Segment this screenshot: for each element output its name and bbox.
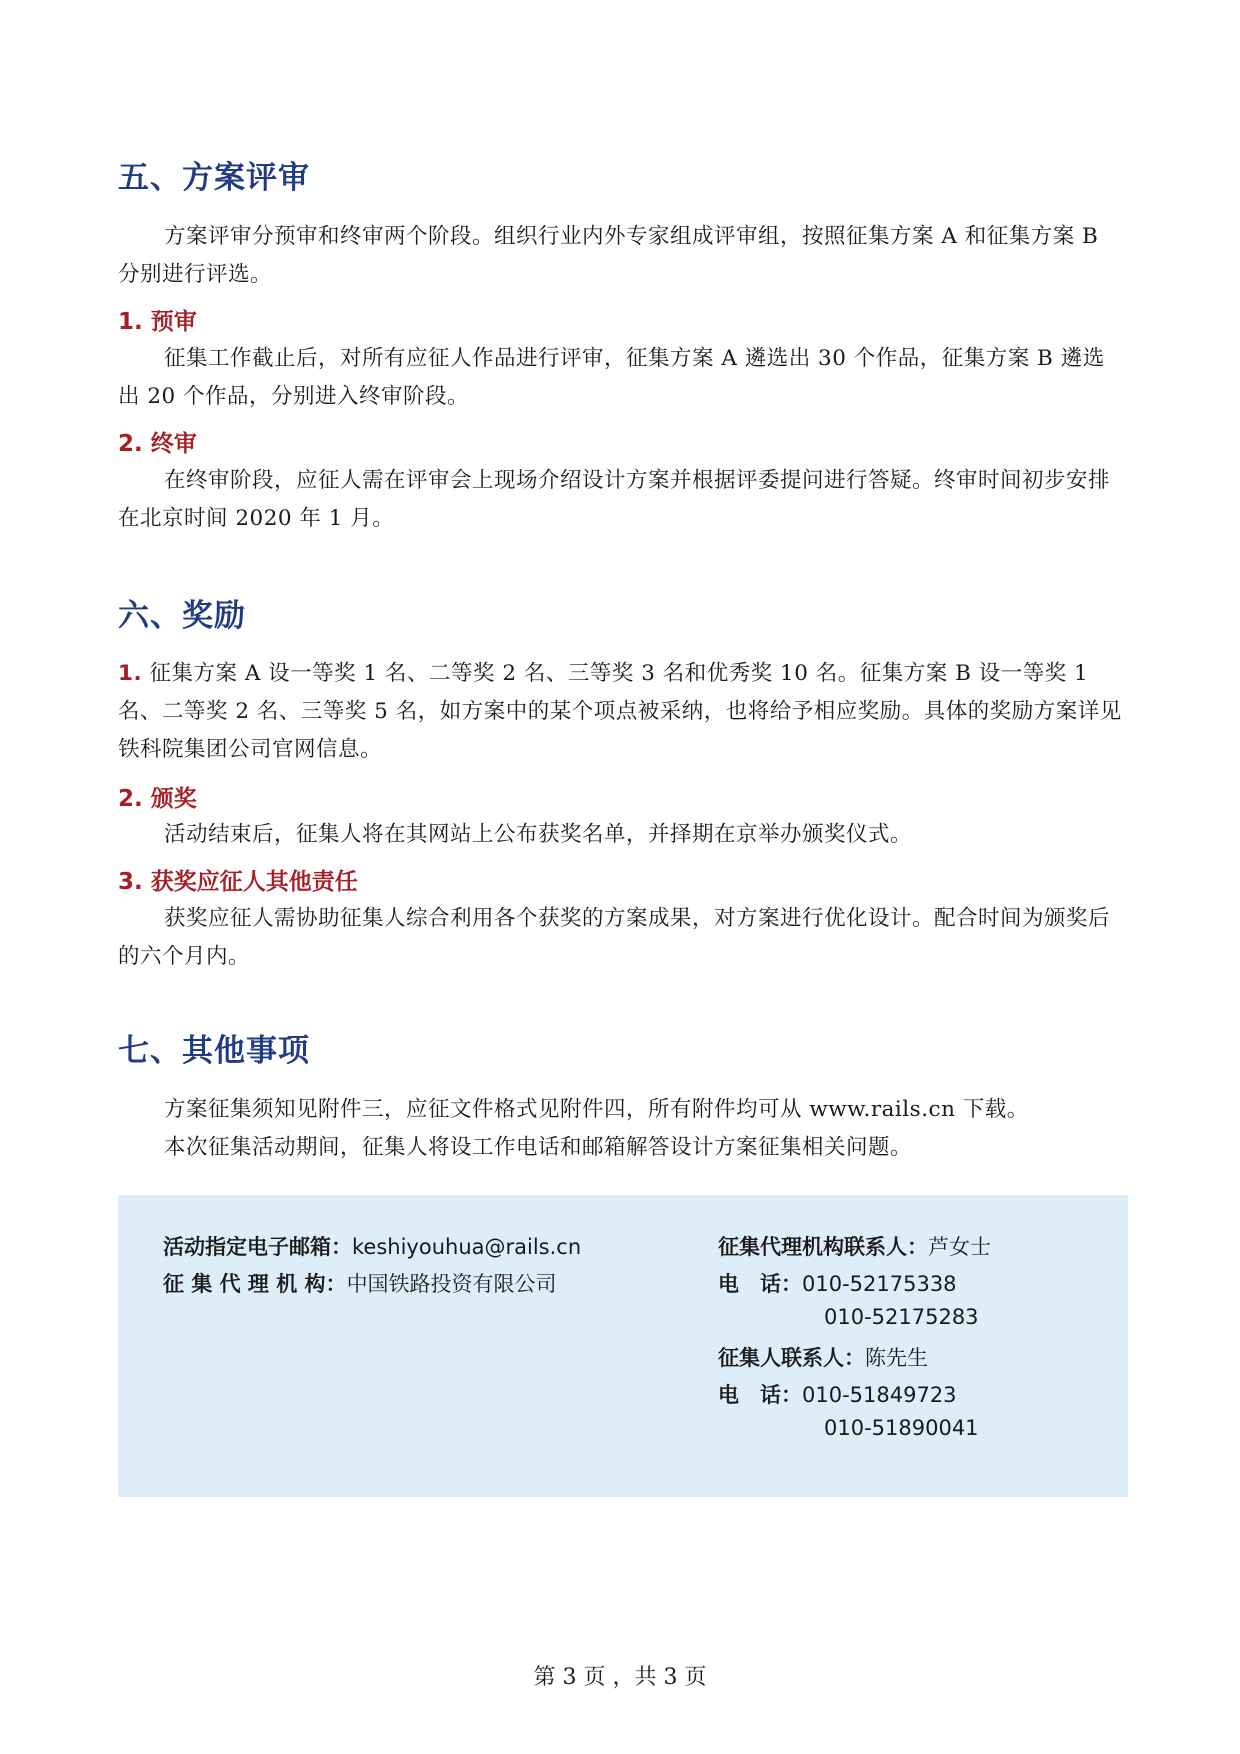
section-title-awards: 六、奖励 xyxy=(118,598,246,634)
agency-contact-label: 征集代理机构联系人： xyxy=(718,1235,928,1259)
agency-phone-1: 010-52175338 xyxy=(802,1272,957,1296)
contact-info-box xyxy=(118,1195,1128,1497)
subsection-title-responsibilities: 3. 获奖应征人其他责任 xyxy=(118,869,358,895)
ceremony-paragraph: 活动结束后，征集人将在其网站上公布获奖名单，并择期在京举办颁奖仪式。 xyxy=(164,822,913,847)
review-intro-paragraph: 方案评审分预审和终审两个阶段。组织行业内外专家组成评审组，按照征集方案 A 和征集方案 B 分别进行评选。 xyxy=(118,224,1099,287)
email-line xyxy=(163,1231,581,1261)
agency-label: 征 集 代 理 机 构： xyxy=(163,1272,347,1296)
agency-phone-line xyxy=(718,1268,957,1298)
email-label: 活动指定电子邮箱： xyxy=(163,1235,352,1259)
subsection-title-final: 2. 终审 xyxy=(118,431,197,457)
collector-phone-2: 010-51890041 xyxy=(824,1416,979,1440)
email-value[interactable]: keshiyouhua@rails.cn xyxy=(352,1235,582,1259)
agency-contact-line xyxy=(718,1231,991,1261)
responsibilities-paragraph: 获奖应征人需协助征集人综合利用各个获奖的方案成果，对方案进行优化设计。配合时间为颁奖后的六个月内。 xyxy=(118,906,1111,969)
collector-phone-label: 电 话： xyxy=(718,1383,802,1407)
collector-phone-line xyxy=(718,1379,957,1409)
section-title-other: 七、其他事项 xyxy=(118,1033,310,1069)
agency-line xyxy=(163,1268,557,1298)
agency-phone-2: 010-52175283 xyxy=(824,1305,979,1329)
awards-item-number: 1. xyxy=(118,661,143,686)
collector-contact-label: 征集人联系人： xyxy=(718,1346,865,1370)
agency-value: 中国铁路投资有限公司 xyxy=(346,1272,557,1296)
collector-phone-1: 010-51849723 xyxy=(802,1383,957,1407)
awards-paragraph xyxy=(118,655,1126,769)
final-paragraph: 在终审阶段，应征人需在评审会上现场介绍设计方案并根据评委提问进行答疑。终审时间初步安排在北京时间 2020 年 1 月。 xyxy=(118,468,1111,531)
collector-contact-line xyxy=(718,1342,928,1372)
section-title-review: 五、方案评审 xyxy=(118,160,310,196)
other-line-2: 本次征集活动期间，征集人将设工作电话和邮箱解答设计方案征集相关问题。 xyxy=(164,1135,913,1160)
agency-contact-value: 芦女士 xyxy=(928,1235,991,1259)
preliminary-paragraph: 征集工作截止后，对所有应征人作品进行评审，征集方案 A 遴选出 30 个作品，征集方案 B 遴选出 20 个作品，分别进入终审阶段。 xyxy=(118,346,1105,409)
awards-item-text: 征集方案 A 设一等奖 1 名、二等奖 2 名、三等奖 3 名和优秀奖 10 名。征集方案 B 设一等奖 1 名、二等奖 2 名、三等奖 5 名，如方案中的某个项点被采纳，也将给予相应奖励。具体的奖励方案详见铁科院集团公司官网信息。 xyxy=(118,661,1122,762)
subsection-title-ceremony: 2. 颁奖 xyxy=(118,786,197,812)
page-number-footer: 第 3 页 ，共 3 页 xyxy=(533,1665,707,1690)
collector-contact-value: 陈先生 xyxy=(865,1346,928,1370)
other-line-1: 方案征集须知见附件三，应征文件格式见附件四，所有附件均可从 www.rails.cn 下载。 xyxy=(164,1097,1029,1122)
agency-phone-label: 电 话： xyxy=(718,1272,802,1296)
subsection-title-preliminary: 1. 预审 xyxy=(118,309,197,335)
